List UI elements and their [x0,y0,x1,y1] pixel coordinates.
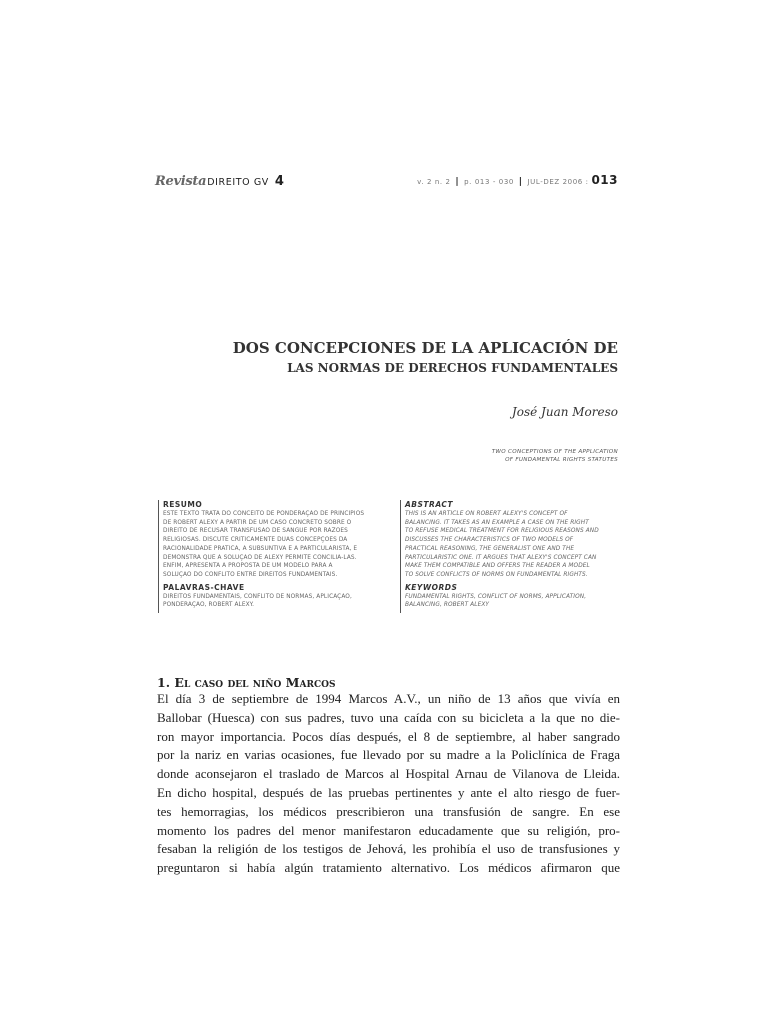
body-paragraph [157,690,620,878]
palavras-chave-line: DIREITOS FUNDAMENTAIS, CONFLITO DE NORMAS, APLICAÇÃO, [163,593,352,600]
section-title: El caso del niño Marcos [174,675,336,690]
abstract-box [400,500,623,613]
abstract-line: PRACTICAL REASONING, THE GENERALIST ONE AND THE [405,545,575,552]
keywords-heading: KEYWORDS [405,582,458,592]
article-title: DOS CONCEPCIONES DE LA APLICACIÓN DE [232,339,618,357]
resumo-line: DE ROBERT ALEXY A PARTIR DE UM CASO CONCRETO SOBRE O [163,519,352,526]
palavras-chave-text [163,593,381,610]
abstract-line: DISCUSSES THE CHARACTERISTICS OF TWO MODELS OF [405,537,574,544]
brand-direitogv: DIREITO GV [207,177,269,188]
resumo-heading: RESUMO [163,500,203,509]
resumo-line: ESTE TEXTO TRATA DO CONCEITO DE PONDERAÇÃO DE PRINCÍPIOS [163,511,365,517]
section-number: 1. [157,675,171,690]
resumo-line: ENFIM, APRESENTA A PROPOSTA DE UM MODELO PARA A [163,563,333,570]
body-line: donde aconsejaron el traslado de Marcos al Hospital Arnau de Vilanova de Lleida. [157,766,620,782]
resumo-line: DEMONSTRA QUE A SOLUÇÃO DE ALEXY PERMITE CONCILIÁ-LAS. [163,554,357,561]
body-line: preguntaron si había algún tratamiento alternativo. Los médicos afirmaron que [157,860,620,876]
citation-pages: p. 013 - 030 [464,178,514,186]
citation-date: JUL-DEZ 2006 : [527,178,589,186]
abstract-heading: ABSTRACT [405,500,454,509]
english-title-line: TWO CONCEPTIONS OF THE APPLICATION [491,449,618,455]
english-title-line: OF FUNDAMENTAL RIGHTS STATUTES [505,457,618,463]
section-heading [157,675,335,690]
keywords-line: BALANCING, ROBERT ALEXY [405,602,490,609]
abstract-line: THIS IS AN ARTICLE ON ROBERT ALEXY'S CONCEPT OF [405,511,568,517]
body-line: fesaban la religión de los testigos de Jehová, les prohibía el uso de transfusiones y [157,841,620,857]
abstract-line: BALANCING. IT TAKES AS AN EXAMPLE A CASE ON THE RIGHT [405,519,589,526]
abstract-line: TO SOLVE CONFLICTS OF NORMS ON FUNDAMENTAL RIGHTS. [405,571,588,578]
abstract-line: TO REFUSE MEDICAL TREATMENT FOR RELIGIOUS REASONS AND [405,528,599,535]
brand-revista: Revista [155,174,207,189]
citation-separator: | [455,177,460,187]
running-header [155,172,618,192]
body-line: Ballobar (Huesca) con sus padres, tuvo una caída con su bicicleta a la que no die- [157,709,620,725]
abstract-line: PARTICULARISTIC ONE. IT ARGUES THAT ALEXY'S CONCEPT CAN [405,554,597,561]
abstract-text [405,510,623,580]
palavras-chave-heading: PALAVRAS-CHAVE [163,582,245,592]
article-subtitle: LAS NORMAS DE DERECHOS FUNDAMENTALES [287,361,618,375]
resumo-box [158,500,381,613]
abstract-line: MAKE THEM COMPATIBLE AND OFFERS THE READER A MODEL [405,563,590,570]
body-line: En dicho hospital, después de las pruebas pertinentes y ante el alto riesgo de fuer- [157,784,620,800]
resumo-line: RACIONALIDADE PRÁTICA, A SUBSUNTIVA E A PARTICULARISTA, E [163,545,358,552]
resumo-line: RELIGIOSAS. DISCUTE CRITICAMENTE DUAS CONCEPÇÕES DA [163,537,348,544]
body-line: por la nariz en varias ocasiones, fue llevado por su madre a la Policlínica de Fraga [157,747,620,763]
body-line: tes hemorragias, los médicos prescribieron una transfusión de sangre. En ese [157,803,620,819]
body-line: El día 3 de septiembre de 1994 Marcos A.V., un niño de 13 años que vivía en [157,691,620,706]
resumo-line: DIREITO DE RECUSAR TRANSFUSÃO DE SANGUE POR RAZÕES [163,528,348,535]
resumo-line: SOLUÇÃO DO CONFLITO ENTRE DIREITOS FUNDAMENTAIS. [163,571,338,578]
issue-number: 4 [274,174,284,189]
journal-brand [155,172,284,190]
keywords-line: FUNDAMENTAL RIGHTS, CONFLICT OF NORMS, APPLICATION, [405,593,587,600]
keywords-text [405,593,623,610]
english-title [492,448,618,464]
citation-volume: v. 2 n. 2 [417,178,451,186]
citation [417,173,618,187]
page-number: 013 [591,173,618,187]
author-name: José Juan Moreso [511,405,618,419]
palavras-chave-line: PONDERAÇÃO, ROBERT ALEXY. [163,602,255,609]
body-line: ron mayor importancia. Pocos días después, el 8 de septiembre, al haber sangrado [157,728,620,744]
resumo-text [163,510,381,580]
body-line: momento los padres del menor manifestaron educadamente que su religión, pro- [157,822,620,838]
citation-separator: | [518,177,523,187]
